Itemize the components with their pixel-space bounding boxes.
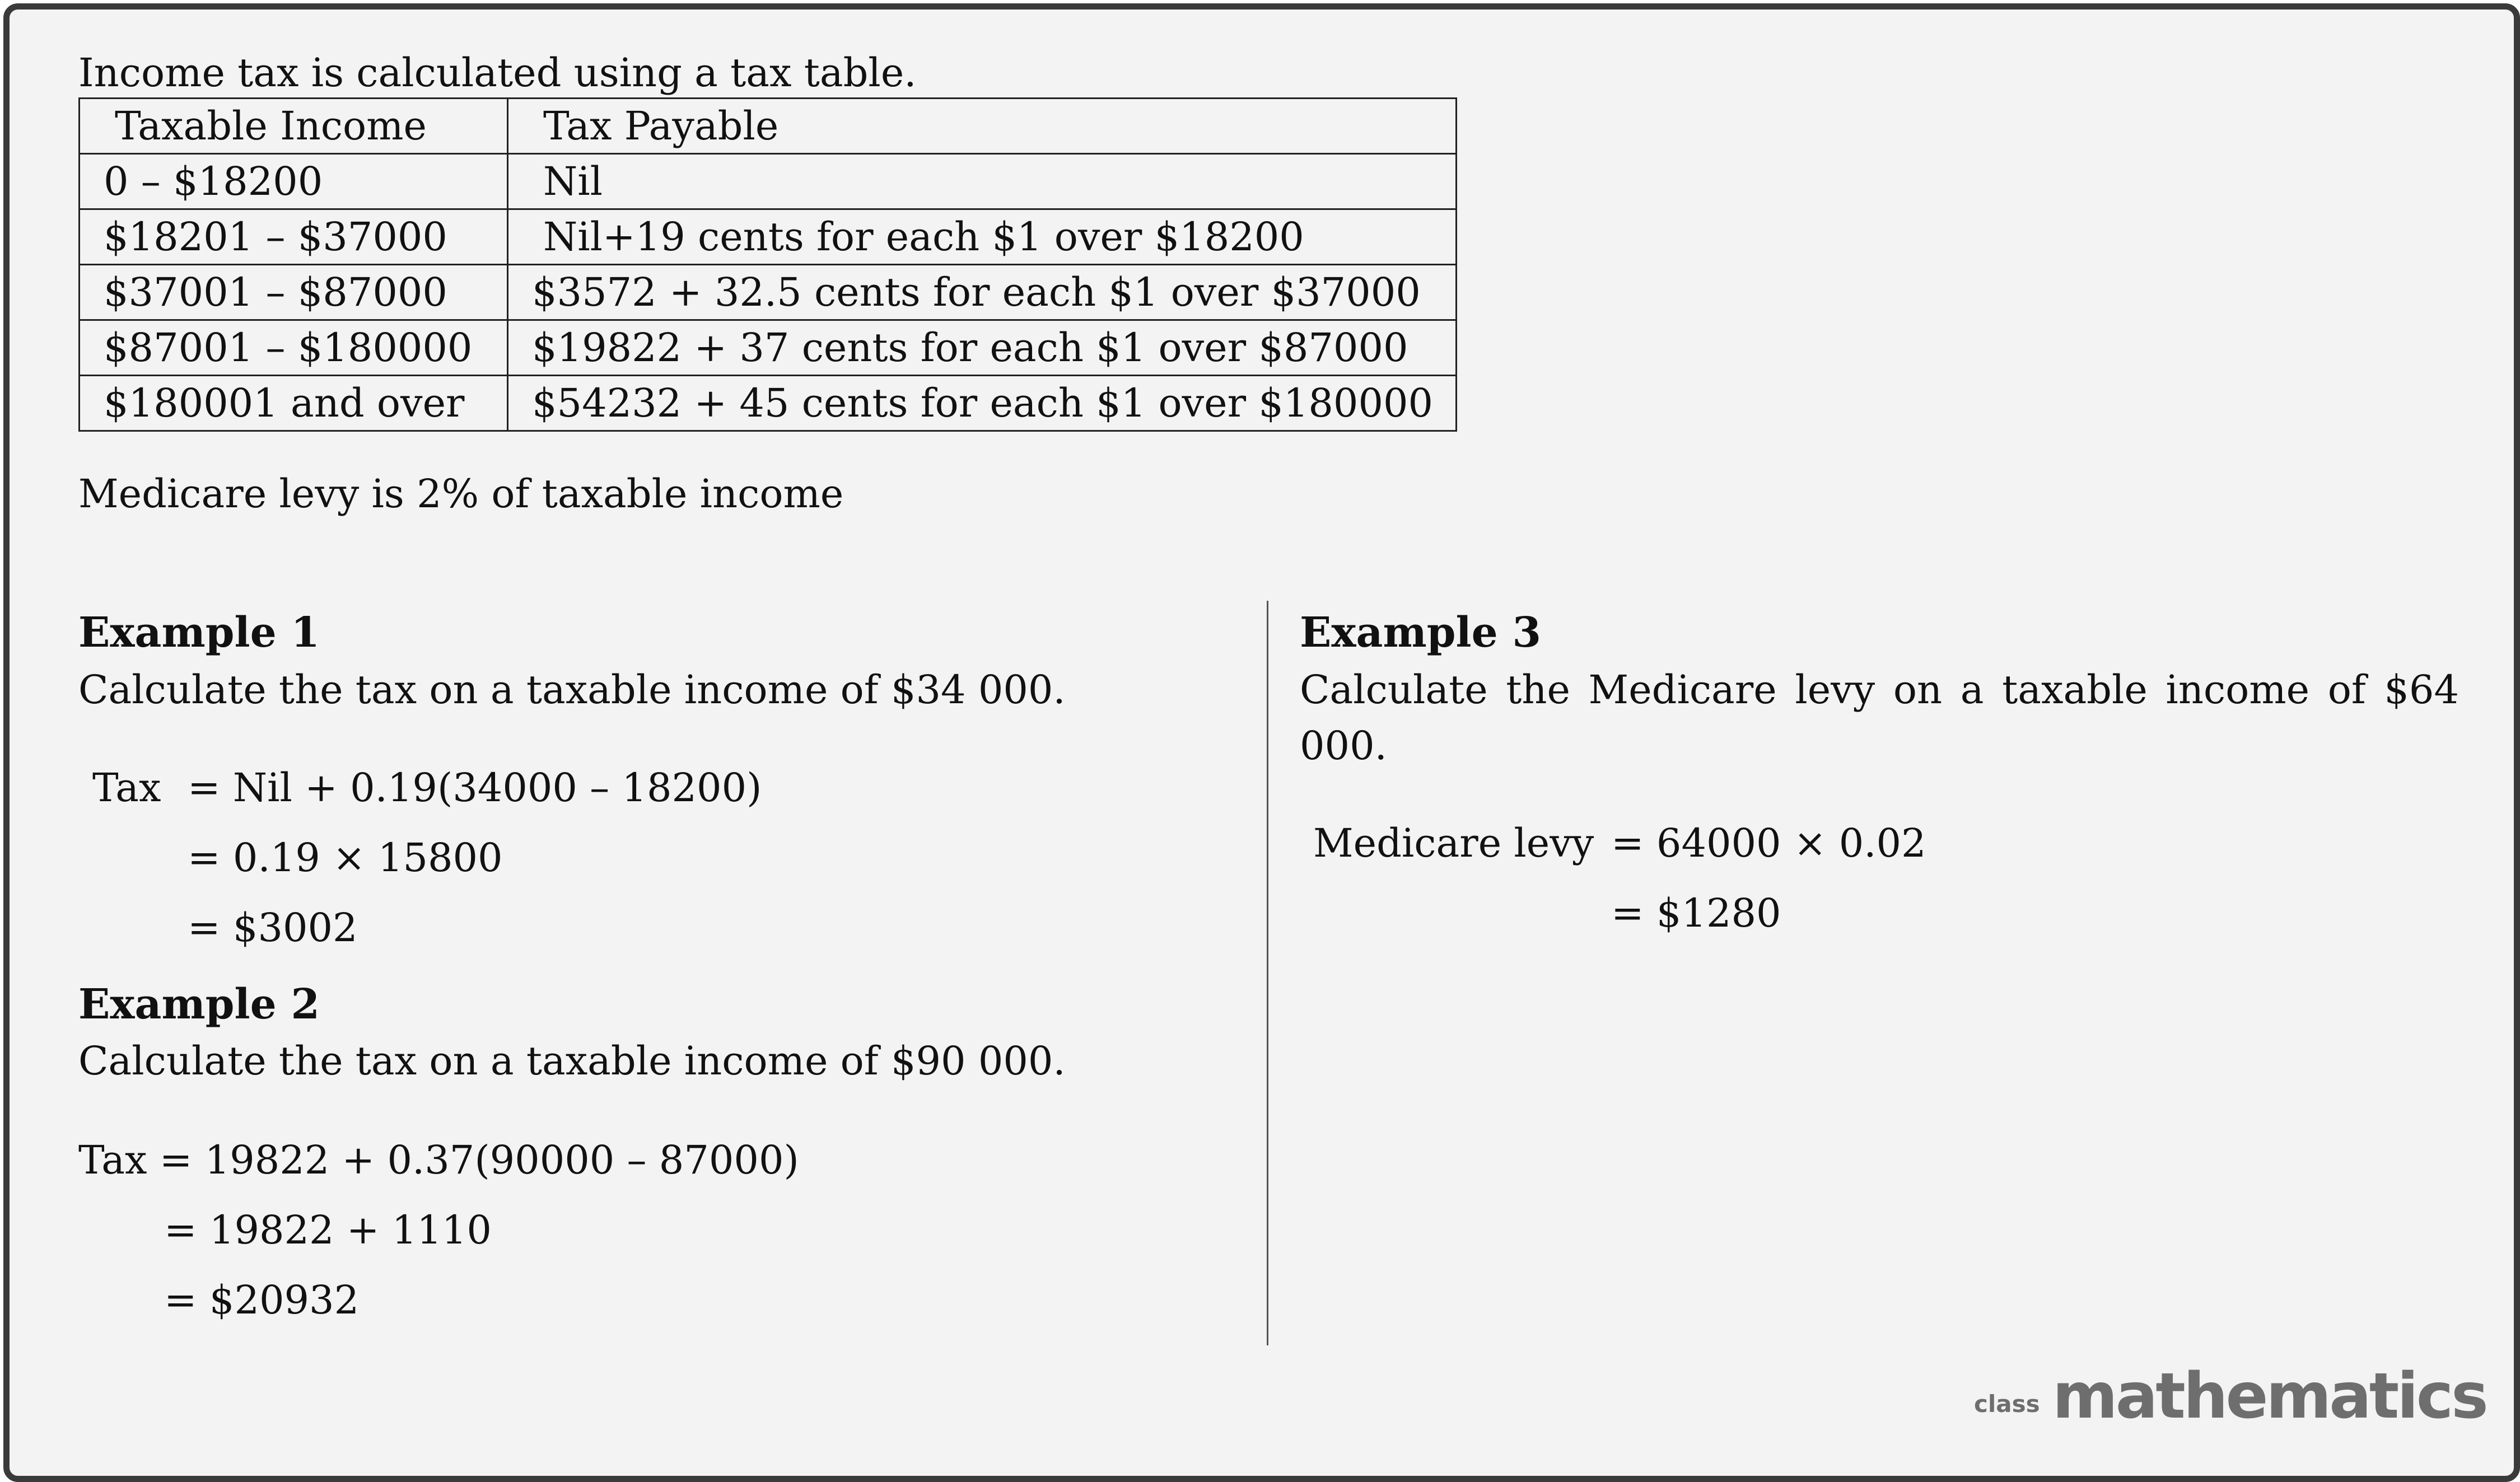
table-row	[80, 376, 1457, 431]
column-header-taxable-income: Taxable Income	[80, 99, 508, 154]
example-2-question: Calculate the tax on a taxable income of $90 000.	[78, 1038, 1066, 1084]
table-row	[80, 320, 1457, 376]
table-header-row	[80, 99, 1457, 154]
tax-payable-cell: $19822 + 37 cents for each $1 over $87000	[508, 320, 1457, 376]
logo-big-text: mathematics	[2052, 1360, 2486, 1433]
table-row	[80, 154, 1457, 209]
taxable-income-cell: $87001 – $180000	[80, 320, 508, 376]
example-3-question: Calculate the Medicare levy on a taxable income of $64 000.	[1300, 667, 2459, 769]
column-divider	[1267, 601, 1268, 1345]
example-1-title: Example 1	[78, 609, 320, 657]
tax-payable-cell: Nil+19 cents for each $1 over $18200	[508, 209, 1457, 265]
example-3-line-1-expression: = 64000 × 0.02	[1611, 820, 1926, 866]
tax-payable-cell: $54232 + 45 cents for each $1 over $180000	[508, 376, 1457, 431]
example-1-question: Calculate the tax on a taxable income of $34 000.	[78, 667, 1066, 713]
intro-text: Income tax is calculated using a tax table.	[78, 50, 917, 96]
example-1-line-3: = $3002	[188, 905, 358, 951]
medicare-note: Medicare levy is 2% of taxable income	[78, 471, 844, 517]
table-row	[80, 265, 1457, 320]
example-3-title: Example 3	[1300, 609, 1541, 657]
example-2-line-2: = 19822 + 1110	[164, 1207, 492, 1253]
taxable-income-cell: $180001 and over	[80, 376, 508, 431]
column-header-tax-payable: Tax Payable	[508, 99, 1457, 154]
example-1-line-1-label: Tax	[92, 765, 161, 811]
table-row	[80, 209, 1457, 265]
example-2-line-1: Tax = 19822 + 0.37(90000 – 87000)	[78, 1137, 799, 1183]
taxable-income-cell: $18201 – $37000	[80, 209, 508, 265]
tax-payable-cell: $3572 + 32.5 cents for each $1 over $37000	[508, 265, 1457, 320]
logo-small-text: class	[1974, 1390, 2040, 1418]
example-2-title: Example 2	[78, 980, 320, 1028]
taxable-income-cell: 0 – $18200	[80, 154, 508, 209]
tax-payable-cell: Nil	[508, 154, 1457, 209]
tax-table	[78, 97, 1457, 432]
worksheet-card	[3, 3, 2520, 1482]
example-2-line-3: = $20932	[164, 1277, 360, 1323]
taxable-income-cell: $37001 – $87000	[80, 265, 508, 320]
example-3-line-2: = $1280	[1611, 890, 1781, 936]
example-1-line-1-expression: = Nil + 0.19(34000 – 18200)	[188, 765, 762, 811]
example-3-line-1-label: Medicare levy	[1313, 820, 1594, 866]
example-1-line-2: = 0.19 × 15800	[188, 835, 503, 881]
